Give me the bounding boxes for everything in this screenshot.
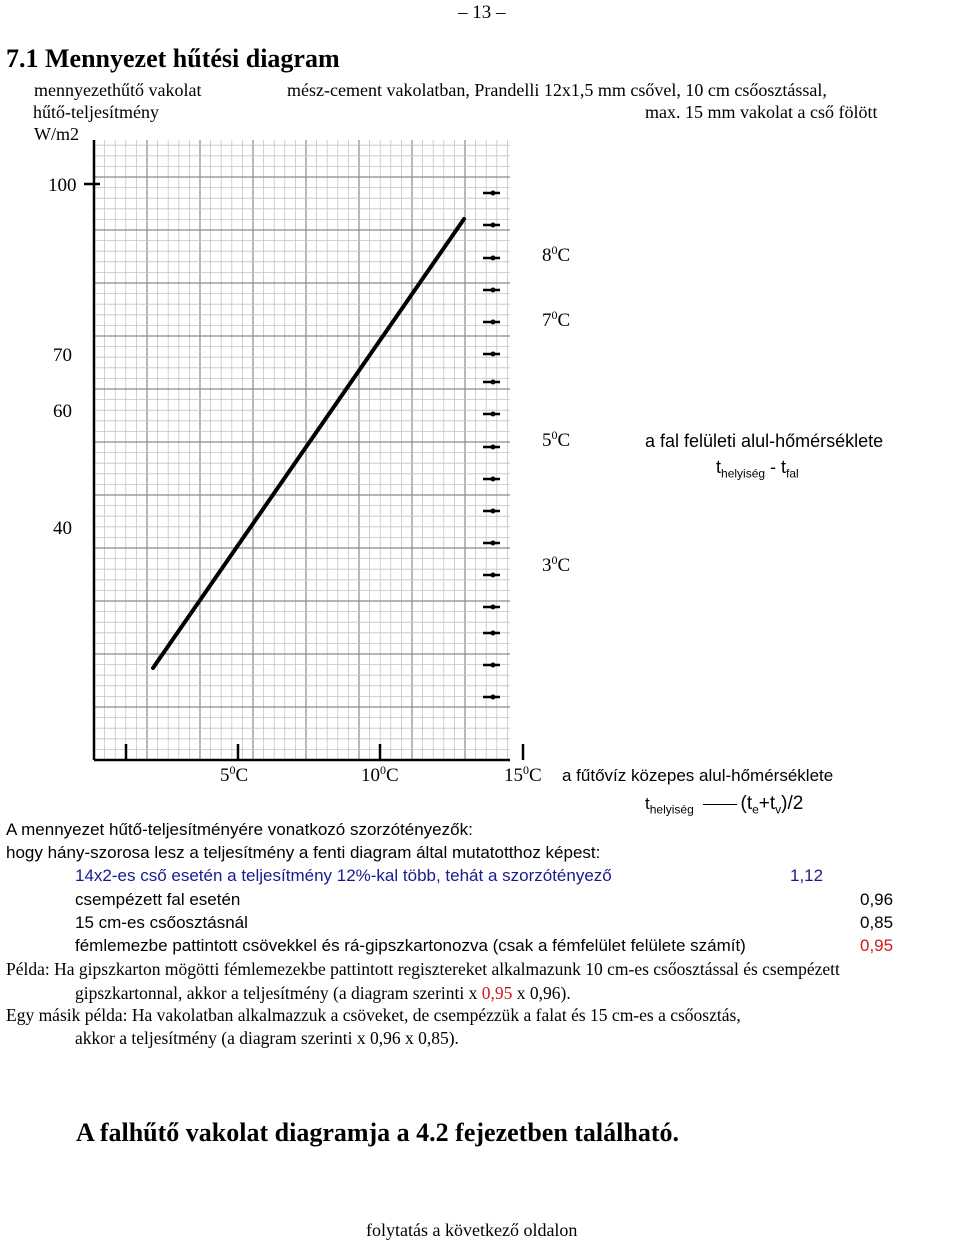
right-tick-dot [491,320,496,325]
right-tick-dot [491,412,496,417]
example1-line2: gipszkartonnal, akkor a teljesítmény (a diagram szerinti x 0,95 x 0,96). [75,983,571,1003]
curve-label-5c: $5^0C$ [542,428,571,451]
x-tick-15c: $15^0C$ [504,763,542,786]
intro-line1: A mennyezet hűtő-teljesítményére vonatkozó szorzótényezők: [6,820,473,839]
chart-subtitle-line2: max. 15 mm vakolat a cső fölött [645,102,878,122]
factor-value-2: 0,96 [860,890,894,909]
chart-grid [94,140,523,760]
curve-label-8c: $8^0C$ [542,243,571,266]
right-tick-dot [491,573,496,578]
right-tick-dot [491,695,496,700]
example2-line2: akkor a teljesítmény (a diagram szerinti x 0,96 x 0,85). [75,1028,459,1048]
factor-label-3: 15 cm-es csőosztásnál [75,913,248,932]
intro-line2: hogy hány-szorosa lesz a teljesítmény a fenti diagram által mutatotthoz képest: [6,843,601,862]
bottom-heading: A falhűtő vakolat diagramja a 4.2 fejezetben található. [76,1118,680,1147]
y-axis-label-line1: mennyezethűtő vakolat [34,80,202,100]
x-tick-5c: $5^0C$ [220,763,249,786]
curve-label-3c: $3^0C$ [542,553,571,576]
right-tick-dot [491,380,496,385]
right-tick-dot [491,191,496,196]
y-axis-label-line2: hűtő-teljesítmény [33,102,159,122]
right-tick-dot [491,631,496,636]
right-axis-label: a fal felületi alul-hőmérséklete [645,431,884,451]
x-axis-formula: $t_{helyiség}$ $(t_e+t_v)/2$ [645,793,804,817]
y-axis-unit: W/m2 [34,124,79,144]
y-tick-70: 70 [53,345,72,366]
page-number: – 13 – [458,2,506,23]
continued-footer: folytatás a következő oldalon [366,1220,578,1240]
factor-label-4: fémlemezbe pattintott csövekkel és rá-gipszkartonozva (csak a fémfelület felülete számít) [75,936,746,955]
right-tick-dot [491,663,496,668]
right-tick-dot [491,445,496,450]
y-tick-60: 60 [53,401,72,422]
chart-subtitle-line1: mész-cement vakolatban, Prandelli 12x1,5 mm csővel, 10 cm csőosztással, [287,80,827,100]
factor-label-2: csempézett fal esetén [75,890,241,909]
right-tick-dot [491,256,496,261]
example2-line1: Egy másik példa: Ha vakolatban alkalmazzuk a csöveket, de csempézzük a falat és 15 cm-es a csőosztás, [6,1005,741,1025]
right-tick-dot [491,605,496,610]
right-tick-dot [491,541,496,546]
y-tick-40: 40 [53,518,72,539]
x-tick-10c: $10^0C$ [361,763,399,786]
curve-label-7c: $7^0C$ [542,308,571,331]
right-axis-ticks [483,191,500,700]
right-tick-dot [491,477,496,482]
factor-value-1: 1,12 [790,866,824,885]
right-axis-formula: $t_{helyiség} - t_{fal}$ [716,457,799,481]
right-tick-dot [491,223,496,228]
right-tick-dot [491,288,496,293]
right-tick-dot [491,352,496,357]
x-axis-label: a fűtővíz közepes alul-hőmérséklete [562,766,834,785]
section-title: 7.1 Mennyezet hűtési diagram [6,44,340,73]
factor-value-4: 0,95 [860,936,894,955]
chart-axes [84,140,510,760]
factor-value-3: 0,85 [860,913,894,932]
factor-label-1: 14x2-es cső esetén a teljesítmény 12%-kal több, tehát a szorzótényező [75,866,612,885]
right-tick-dot [491,509,496,514]
y-tick-100: 100 [48,175,77,196]
example1-line1: Példa: Ha gipszkarton mögötti fémlemezekbe pattintott regisztereket alkalmazunk 10 cm-es csőosztással és csempézett [6,959,840,979]
